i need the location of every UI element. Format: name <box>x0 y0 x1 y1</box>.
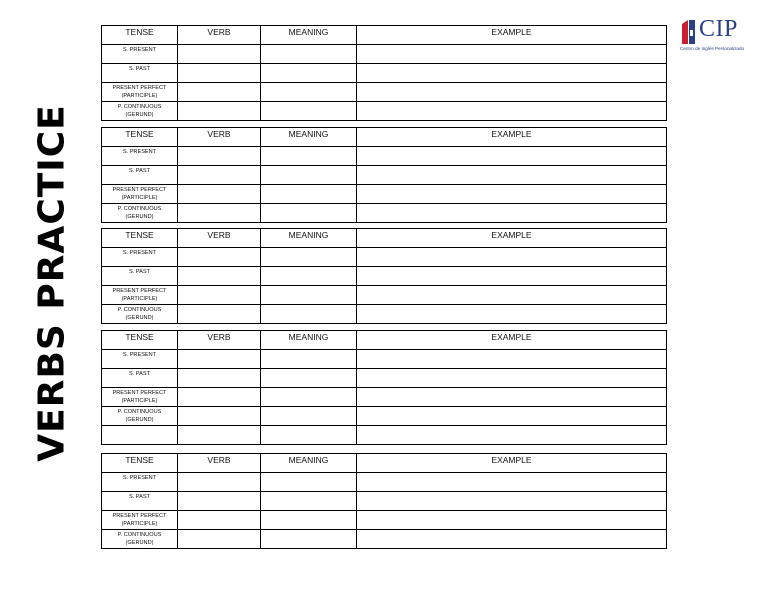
meaning-header: MEANING <box>261 26 357 45</box>
table-row <box>102 147 667 166</box>
example-cell[interactable] <box>357 305 667 324</box>
table-row <box>102 305 667 324</box>
example-cell[interactable] <box>357 286 667 305</box>
table-header-row <box>102 26 667 45</box>
table-row <box>102 492 667 511</box>
table-row-blank <box>102 426 667 445</box>
verb-cell[interactable] <box>178 102 261 121</box>
verb-header: VERB <box>178 128 261 147</box>
example-cell[interactable] <box>357 388 667 407</box>
meaning-cell[interactable] <box>261 407 357 426</box>
tense-header: TENSE <box>102 229 178 248</box>
table-row <box>102 388 667 407</box>
verb-cell[interactable] <box>178 305 261 324</box>
tense-label: S. PRESENT <box>102 350 178 369</box>
meaning-cell[interactable] <box>261 369 357 388</box>
tense-cell-blank[interactable] <box>102 426 178 445</box>
verb-cell[interactable] <box>178 83 261 102</box>
example-cell[interactable] <box>357 407 667 426</box>
verb-cell[interactable] <box>178 369 261 388</box>
verb-cell[interactable] <box>178 492 261 511</box>
example-cell[interactable] <box>357 267 667 286</box>
verb-cell[interactable] <box>178 388 261 407</box>
verb-table-1 <box>101 25 667 121</box>
meaning-cell[interactable] <box>261 102 357 121</box>
example-header: EXAMPLE <box>357 331 667 350</box>
table-row <box>102 64 667 83</box>
tense-header: TENSE <box>102 454 178 473</box>
meaning-cell[interactable] <box>261 185 357 204</box>
table-header-row <box>102 128 667 147</box>
verb-cell[interactable] <box>178 530 261 549</box>
example-cell[interactable] <box>357 83 667 102</box>
meaning-cell[interactable] <box>261 530 357 549</box>
verb-cell[interactable] <box>178 426 261 445</box>
table-row <box>102 166 667 185</box>
tense-label: S. PAST <box>102 369 178 388</box>
tense-label: S. PRESENT <box>102 147 178 166</box>
meaning-header: MEANING <box>261 454 357 473</box>
verb-cell[interactable] <box>178 407 261 426</box>
tense-label: PRESENT PERFECT (PARTICIPLE) <box>102 388 178 407</box>
meaning-cell[interactable] <box>261 204 357 223</box>
meaning-header: MEANING <box>261 331 357 350</box>
tense-label: P. CONTINUOUS (GERUND) <box>102 305 178 324</box>
tense-label: S. PAST <box>102 166 178 185</box>
meaning-cell[interactable] <box>261 267 357 286</box>
example-header: EXAMPLE <box>357 128 667 147</box>
meaning-cell[interactable] <box>261 305 357 324</box>
meaning-cell[interactable] <box>261 511 357 530</box>
verb-cell[interactable] <box>178 166 261 185</box>
tense-label: PRESENT PERFECT (PARTICIPLE) <box>102 185 178 204</box>
cip-logo <box>680 16 750 54</box>
tense-label: PRESENT PERFECT (PARTICIPLE) <box>102 83 178 102</box>
meaning-cell[interactable] <box>261 286 357 305</box>
tense-header: TENSE <box>102 26 178 45</box>
example-cell[interactable] <box>357 102 667 121</box>
verb-table-4 <box>101 330 667 445</box>
tense-label: P. CONTINUOUS (GERUND) <box>102 204 178 223</box>
verb-cell[interactable] <box>178 511 261 530</box>
table-row <box>102 267 667 286</box>
page-title: VERBS PRACTICE <box>31 104 73 462</box>
tense-label: PRESENT PERFECT (PARTICIPLE) <box>102 286 178 305</box>
example-cell[interactable] <box>357 248 667 267</box>
example-cell[interactable] <box>357 426 667 445</box>
table-header-row <box>102 331 667 350</box>
example-cell[interactable] <box>357 64 667 83</box>
meaning-cell[interactable] <box>261 492 357 511</box>
table-row <box>102 511 667 530</box>
tense-label: S. PRESENT <box>102 45 178 64</box>
meaning-cell[interactable] <box>261 350 357 369</box>
verb-header: VERB <box>178 331 261 350</box>
example-cell[interactable] <box>357 530 667 549</box>
table-row <box>102 248 667 267</box>
table-header-row <box>102 454 667 473</box>
example-cell[interactable] <box>357 166 667 185</box>
logo-brand: CIP <box>699 16 738 42</box>
example-header: EXAMPLE <box>357 454 667 473</box>
verb-cell[interactable] <box>178 147 261 166</box>
verb-table-5 <box>101 453 667 549</box>
table-row <box>102 204 667 223</box>
meaning-header: MEANING <box>261 128 357 147</box>
verb-cell[interactable] <box>178 45 261 64</box>
tense-header: TENSE <box>102 331 178 350</box>
example-cell[interactable] <box>357 473 667 492</box>
verb-header: VERB <box>178 26 261 45</box>
tense-label: PRESENT PERFECT (PARTICIPLE) <box>102 511 178 530</box>
meaning-cell[interactable] <box>261 388 357 407</box>
verb-cell[interactable] <box>178 350 261 369</box>
example-header: EXAMPLE <box>357 229 667 248</box>
verb-header: VERB <box>178 454 261 473</box>
table-row <box>102 185 667 204</box>
meaning-cell[interactable] <box>261 147 357 166</box>
verb-cell[interactable] <box>178 473 261 492</box>
meaning-cell[interactable] <box>261 426 357 445</box>
tense-label: S. PRESENT <box>102 248 178 267</box>
meaning-cell[interactable] <box>261 166 357 185</box>
table-row <box>102 102 667 121</box>
table-header-row <box>102 229 667 248</box>
example-cell[interactable] <box>357 185 667 204</box>
table-row <box>102 473 667 492</box>
example-cell[interactable] <box>357 511 667 530</box>
verb-cell[interactable] <box>178 204 261 223</box>
table-row <box>102 407 667 426</box>
table-row <box>102 369 667 388</box>
example-cell[interactable] <box>357 492 667 511</box>
table-row <box>102 83 667 102</box>
example-cell[interactable] <box>357 369 667 388</box>
logo-tagline: Centro de Inglés Personalizado <box>680 46 745 51</box>
tense-label: P. CONTINUOUS (GERUND) <box>102 407 178 426</box>
tense-label: S. PAST <box>102 492 178 511</box>
example-cell[interactable] <box>357 204 667 223</box>
verb-table-3 <box>101 228 667 324</box>
meaning-header: MEANING <box>261 229 357 248</box>
tense-header: TENSE <box>102 128 178 147</box>
example-cell[interactable] <box>357 147 667 166</box>
meaning-cell[interactable] <box>261 45 357 64</box>
verb-cell[interactable] <box>178 185 261 204</box>
meaning-cell[interactable] <box>261 64 357 83</box>
tense-label: S. PAST <box>102 64 178 83</box>
table-row <box>102 45 667 64</box>
school-building-icon <box>680 18 698 44</box>
tense-label: S. PAST <box>102 267 178 286</box>
verb-cell[interactable] <box>178 64 261 83</box>
table-row <box>102 286 667 305</box>
verb-cell[interactable] <box>178 286 261 305</box>
verb-header: VERB <box>178 229 261 248</box>
tense-label: S. PRESENT <box>102 473 178 492</box>
tense-label: P. CONTINUOUS (GERUND) <box>102 530 178 549</box>
table-row <box>102 530 667 549</box>
verb-cell[interactable] <box>178 248 261 267</box>
example-header: EXAMPLE <box>357 26 667 45</box>
verb-table-2 <box>101 127 667 223</box>
table-row <box>102 350 667 369</box>
example-cell[interactable] <box>357 45 667 64</box>
meaning-cell[interactable] <box>261 83 357 102</box>
tense-label: P. CONTINUOUS (GERUND) <box>102 102 178 121</box>
example-cell[interactable] <box>357 350 667 369</box>
verb-cell[interactable] <box>178 267 261 286</box>
meaning-cell[interactable] <box>261 473 357 492</box>
meaning-cell[interactable] <box>261 248 357 267</box>
